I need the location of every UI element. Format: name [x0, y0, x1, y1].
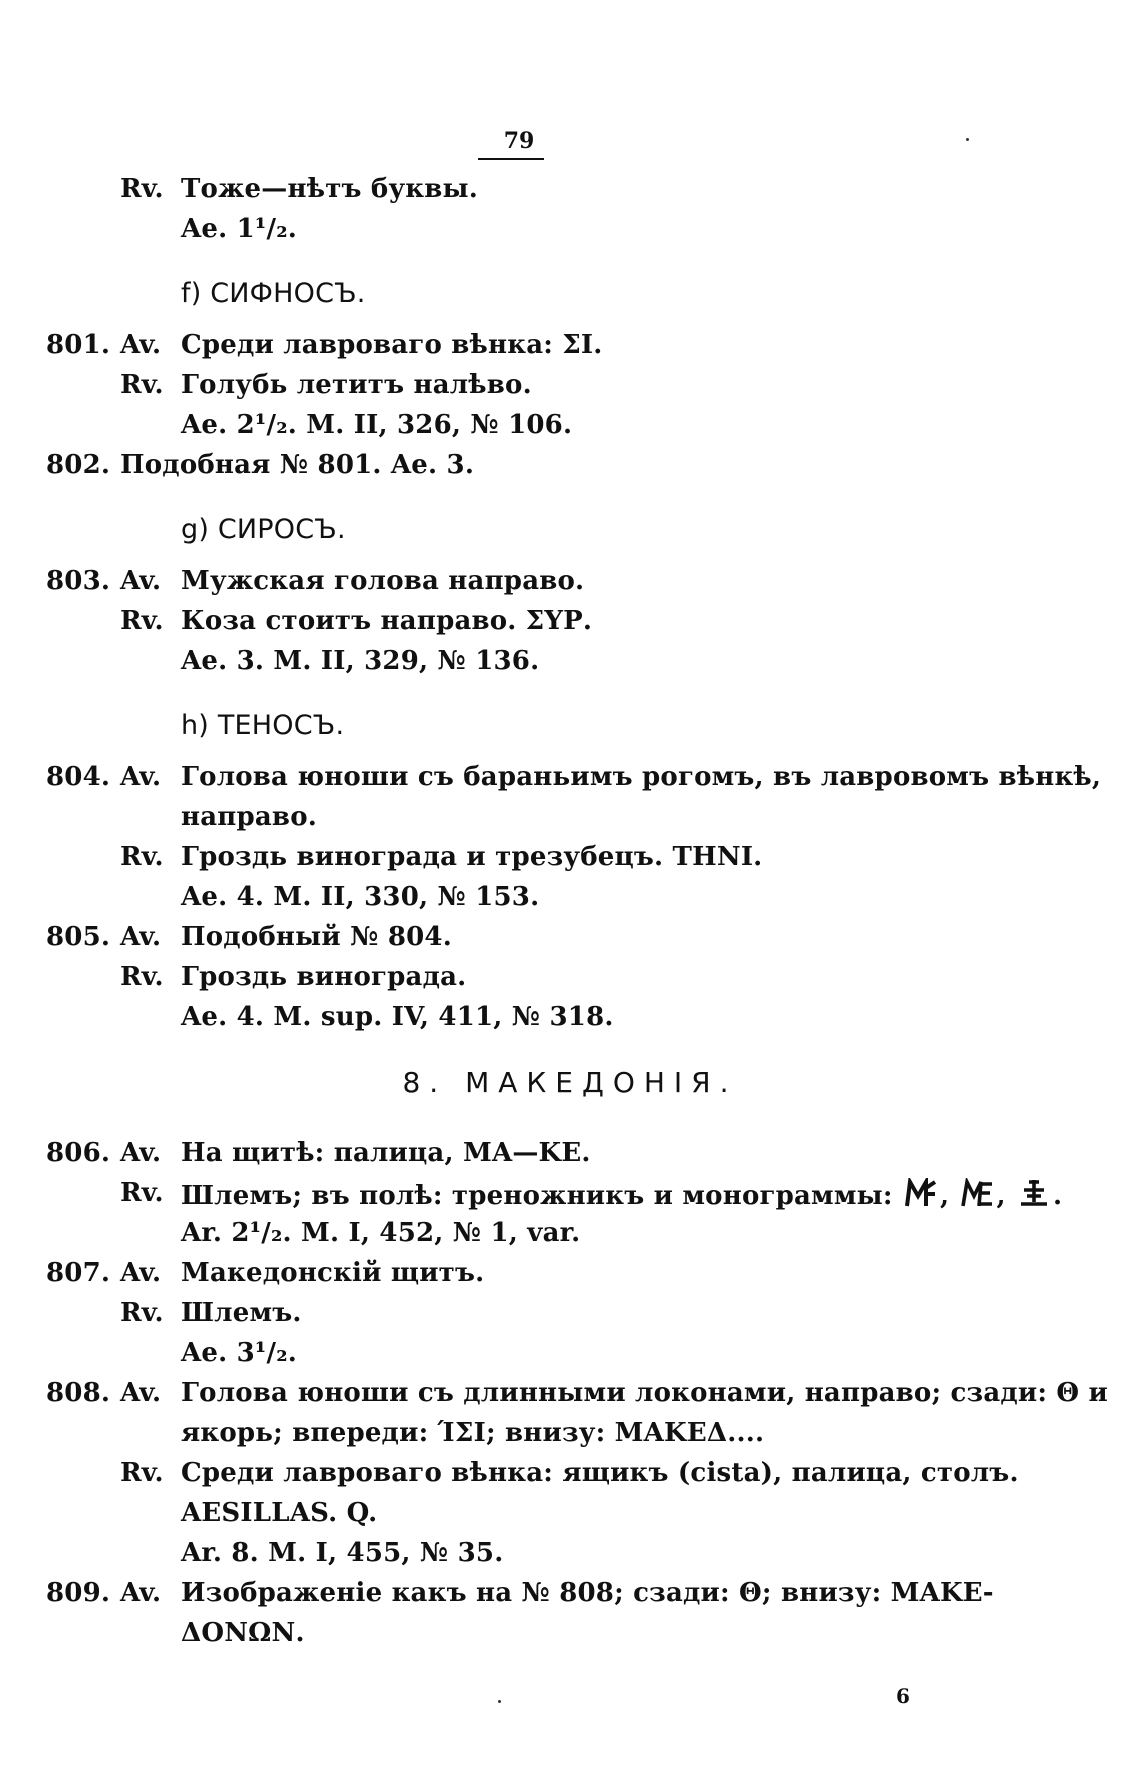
text-line [0, 1066, 1140, 1102]
entry-text: AESILLAS. Q. [181, 1498, 378, 1528]
text-line [0, 710, 1140, 746]
text-line [0, 450, 1140, 486]
reverse-label: Rv. [120, 174, 164, 204]
text-line [0, 1178, 1140, 1214]
text-line [0, 842, 1140, 878]
text-line [0, 1218, 1140, 1254]
entry-text: На щитѣ: палица, ΜΑ—ΚΕ. [181, 1138, 591, 1168]
text-line [0, 1498, 1140, 1534]
text-line [0, 1578, 1140, 1614]
obverse-label: Av. [120, 1378, 162, 1408]
obverse-label: Av. [120, 1138, 162, 1168]
obverse-label: Av. [120, 330, 162, 360]
entry-number: 803. [46, 566, 111, 596]
entry-text: Ar. 8. M. I, 455, № 35. [181, 1538, 504, 1568]
reverse-label: Rv. [120, 1178, 164, 1208]
obverse-label: Av. [120, 1578, 162, 1608]
text-line [0, 646, 1140, 682]
reverse-label: Rv. [120, 1298, 164, 1328]
entry-text: Ae. 2¹/₂. M. II, 326, № 106. [181, 410, 573, 440]
entry-text: Голова юноши съ длинными локонами, направо; сзади: Θ и [181, 1378, 1109, 1408]
text-line [0, 1458, 1140, 1494]
entry-text: Подобная № 801. Ae. 3. [120, 450, 475, 480]
reverse-label: Rv. [120, 370, 164, 400]
text-line [0, 1338, 1140, 1374]
entry-text: Голубь летитъ налѣво. [181, 370, 532, 400]
entry-number: 801. [46, 330, 111, 360]
text-line [0, 174, 1140, 210]
text-line [0, 1538, 1140, 1574]
entry-text: направо. [181, 802, 317, 832]
text-line [0, 514, 1140, 550]
entry-text: Гроздь винограда и трезубецъ. ΤΗΝΙ. [181, 842, 763, 872]
entry-text: якорь; впереди: ΊΣΙ; внизу: ΜΑΚΕΔ.... [181, 1418, 765, 1448]
obverse-label: Av. [120, 566, 162, 596]
entry-text: ΔΟΝΩΝ. [181, 1618, 305, 1648]
page-number: 79 [503, 128, 535, 154]
speck [966, 138, 969, 141]
text-line [0, 1418, 1140, 1454]
subsection-heading: g) СИРОСЪ. [181, 514, 346, 545]
entry-number: 806. [46, 1138, 111, 1168]
entry-text: Коза стоитъ направо. ΣΥΡ. [181, 606, 593, 636]
entry-number: 804. [46, 762, 111, 792]
text-line [0, 278, 1140, 314]
text-line [0, 802, 1140, 838]
footer-signature-mark: 6 [896, 1684, 910, 1708]
page-number-rule [478, 158, 544, 160]
text-line [0, 606, 1140, 642]
entry-text: Ae. 3¹/₂. [181, 1338, 298, 1368]
monogram-1-icon [904, 1178, 938, 1215]
entry-text: Шлемъ. [181, 1298, 302, 1328]
entry-text: Ar. 2¹/₂. M. I, 452, № 1, var. [181, 1218, 581, 1248]
text-line [0, 1298, 1140, 1334]
entry-text: Тоже—нѣтъ буквы. [181, 174, 479, 204]
entry-number: 808. [46, 1378, 111, 1408]
entry-text: Гроздь винограда. [181, 962, 467, 992]
text-line [0, 1002, 1140, 1038]
text-line [0, 1378, 1140, 1414]
entry-text: Среди лавроваго вѣнка: ΣΙ. [181, 330, 603, 360]
monogram-3-icon [1017, 1178, 1051, 1215]
reverse-label: Rv. [120, 606, 164, 636]
text-line [0, 762, 1140, 798]
text-line [0, 330, 1140, 366]
entry-text: Среди лавроваго вѣнка: ящикъ (cista), палица, столъ. [181, 1458, 1019, 1488]
speck [498, 1700, 501, 1703]
entry-number: 802. [46, 450, 111, 480]
entry-text: Шлемъ; въ полѣ: треножникъ и монограммы: , , . [181, 1178, 1062, 1215]
entry-number: 805. [46, 922, 111, 952]
text-line [0, 214, 1140, 250]
entry-text: Ae. 1¹/₂. [181, 214, 298, 244]
text-line [0, 1258, 1140, 1294]
entry-text: Голова юноши съ бараньимъ рогомъ, въ лавровомъ вѣнкѣ, [181, 762, 1102, 792]
subsection-heading: f) СИФНОСЪ. [181, 278, 366, 309]
entry-number: 807. [46, 1258, 111, 1288]
monogram-2-icon [961, 1178, 995, 1215]
text-line [0, 566, 1140, 602]
entry-text: Ae. 3. M. II, 329, № 136. [181, 646, 540, 676]
obverse-label: Av. [120, 1258, 162, 1288]
entry-text: Ae. 4. M. sup. IV, 411, № 318. [181, 1002, 614, 1032]
entry-text: Ae. 4. M. II, 330, № 153. [181, 882, 540, 912]
reverse-label: Rv. [120, 842, 164, 872]
entry-text: Македонскій щитъ. [181, 1258, 485, 1288]
entry-text: Подобный № 804. [181, 922, 452, 952]
obverse-label: Av. [120, 922, 162, 952]
reverse-label: Rv. [120, 962, 164, 992]
text-line [0, 882, 1140, 918]
entry-text: Изображеніе какъ на № 808; сзади: Θ; внизу: ΜΑΚΕ- [181, 1578, 994, 1608]
text-line [0, 1138, 1140, 1174]
section-heading: 8. МАКЕДОНІЯ. [402, 1066, 738, 1099]
reverse-label: Rv. [120, 1458, 164, 1488]
text-line [0, 962, 1140, 998]
entry-text: Мужская голова направо. [181, 566, 585, 596]
subsection-heading: h) ТЕНОСЪ. [181, 710, 345, 741]
entry-number: 809. [46, 1578, 111, 1608]
text-line [0, 370, 1140, 406]
text-line [0, 1618, 1140, 1654]
text-line [0, 410, 1140, 446]
obverse-label: Av. [120, 762, 162, 792]
text-line [0, 922, 1140, 958]
